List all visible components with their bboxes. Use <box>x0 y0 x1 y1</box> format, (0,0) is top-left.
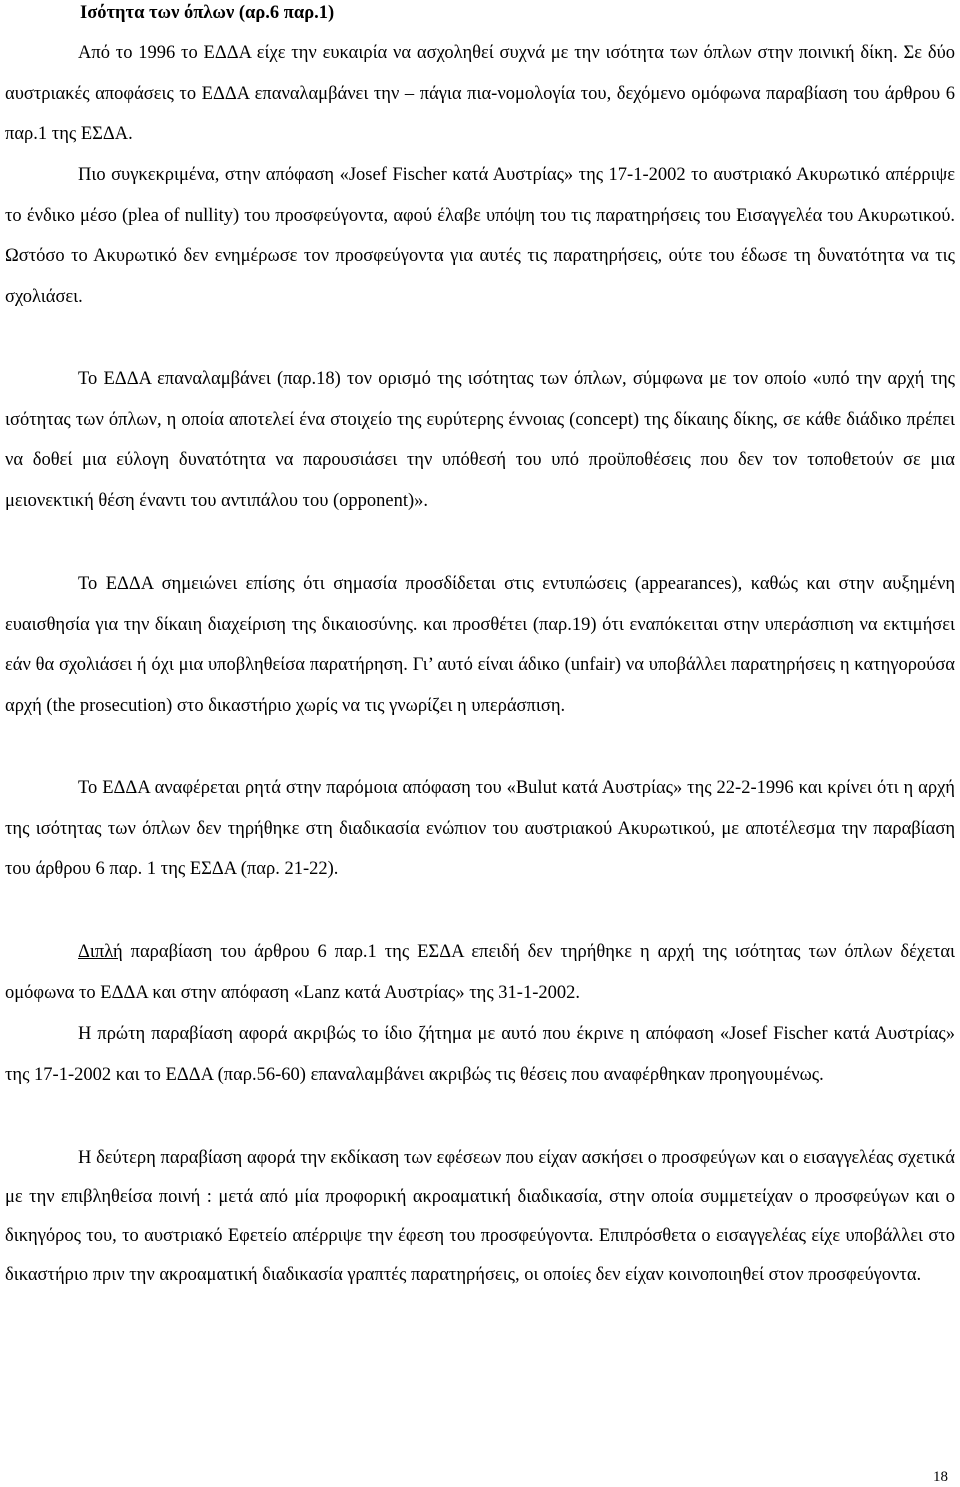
paragraph-6 <box>5 932 955 1013</box>
paragraph-5: Το ΕΔΔΑ αναφέρεται ρητά στην παρόμοια απόφαση του «Bulut κατά Αυστρίας» της 22-2-1996 και κρίνει ότι η αρχή της ισότητας των όπλων δεν τηρήθηκε στη διαδικασία ενώπιον του αυστριακού Ακυρωτικού, με αποτέλεσμα την παραβίαση του άρθρου 6 παρ. 1 της ΕΣΔΑ (παρ. 21-22). <box>5 778 955 879</box>
section-heading: Ισότητα των όπλων (αρ.6 παρ.1) <box>80 3 335 23</box>
underlined-word: Διπλή <box>78 942 123 962</box>
paragraph-7: Η πρώτη παραβίαση αφορά ακριβώς το ίδιο ζήτημα με αυτό που έκρινε η απόφαση «Josef Fischer κατά Αυστρίας» της 17-1-2002 και το ΕΔΔΑ (παρ.56-60) επαναλαμβάνει ακριβώς τις θέσεις που αναφέρθηκαν προηγουμένως. <box>5 1024 955 1085</box>
paragraph-2: Πιο συγκεκριμένα, στην απόφαση «Josef Fischer κατά Αυστρίας» της 17-1-2002 το αυστριακό Ακυρωτικό απέρριψε το ένδικο μέσο (plea of nullity) του προσφεύγοντα, αφού έλαβε υπόψη του τις παρατηρήσεις του Εισαγγελέα του Ακυρωτικού. Ωστόσο το Ακυρωτικό δεν ενημέρωσε τον προσφεύγοντα για αυτές τις παρατηρήσεις, ούτε του έδωσε τη δυνατότητα να τις σχολιάσει. <box>5 165 955 307</box>
paragraph-3: Το ΕΔΔΑ επαναλαμβάνει (παρ.18) τον ορισμό της ισότητας των όπλων, σύμφωνα με τον οποίο «υπό την αρχή της ισότητας των όπλων, η οποία αποτελεί ένα στοιχείο της ευρύτερης έννοιας (concept) της δίκαιης δίκης, σε κάθε διάδικο πρέπει να δοθεί μια εύλογη δυνατότητα να παρουσιάσει την υπόθεσή του υπό προϋποθέσεις που δεν τον τοποθετούν σε μια μειονεκτική θέση έναντι του αντιπάλου του (opponent)». <box>5 369 955 511</box>
page-number: 18 <box>933 1469 948 1485</box>
paragraph-4: Το ΕΔΔΑ σημειώνει επίσης ότι σημασία προσδίδεται στις εντυπώσεις (appearances), καθώς και στην αυξημένη ευαισθησία για την δίκαιη διαχείριση της δικαιοσύνης. και προσθέτει (παρ.19) ότι εναπόκειται στην υπεράσπιση να εκτιμήσει εάν θα σχολιάσει ή όχι μια υποβληθείσα παρατήρηση. Γι’ αυτό είναι άδικο (unfair) να υποβάλλει παρατηρήσεις η κατηγορούσα αρχή (the prosecution) στο δικαστήριο χωρίς να τις γνωρίζει η υπεράσπιση. <box>5 574 955 716</box>
paragraph-1: Από το 1996 το ΕΔΔΑ είχε την ευκαιρία να ασχοληθεί συχνά με την ισότητα των όπλων στην ποινική δίκη. Σε δύο αυστριακές αποφάσεις το ΕΔΔΑ επαναλαμβάνει την – πάγια πια-νομολογία του, δεχόμενο ομόφωνα παραβίαση του άρθρου 6 παρ.1 της ΕΣΔΑ. <box>5 43 955 144</box>
paragraph-6-text: παραβίαση του άρθρου 6 παρ.1 της ΕΣΔΑ επειδή δεν τηρήθηκε η αρχή της ισότητας των όπλων δέχεται ομόφωνα το ΕΔΔΑ και στην απόφαση «Lanz κατά Αυστρίας» της 31-1-2002. <box>5 942 955 1003</box>
paragraph-8: Η δεύτερη παραβίαση αφορά την εκδίκαση των εφέσεων που είχαν ασκήσει ο προσφεύγων και ο εισαγγελέας σχετικά με την επιβληθείσα ποινή : μετά από μία προφορική ακροαματική διαδικασία, στην οποία συμμετείχαν ο προσφεύγων και ο δικηγόρος του, το αυστριακό Εφετείο απέρριψε την έφεση του προσφεύγοντα. Επιπρόσθετα ο εισαγγελέας είχε υποβάλλει στο δικαστήριο πριν την ακροαματική διαδικασία γραπτές παρατηρήσεις, οι οποίες δεν είχαν κοινοποιηθεί στον προσφεύγοντα. <box>5 1148 955 1285</box>
